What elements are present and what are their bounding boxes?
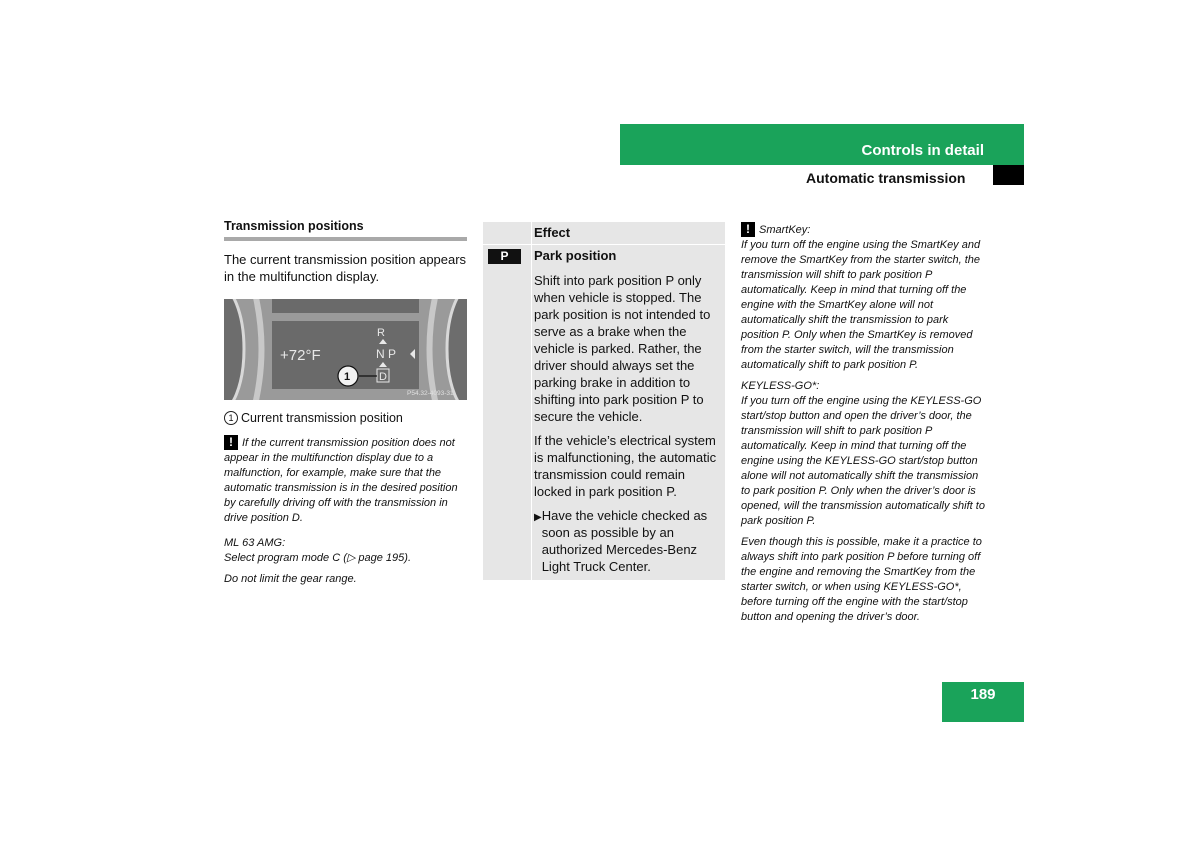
gear-np-label: N P [376,347,397,361]
figure-code: P54.32-4093-31 [407,390,454,397]
instrument-cluster-image [224,299,467,400]
callout-number: 1 [344,371,351,383]
warning-text: If the current transmission position does not appear in the multifunction display due to a malfunction, for example, make sure that the automatic transmission is in the desired position by carefully driving off with the transmission in drive position D. [224,437,458,524]
gear-d-label: D [379,371,387,383]
intro-text: The current transmission position appears in the multifunction display. [224,252,467,284]
section-title: Controls in detail [861,142,984,159]
amg-note [224,536,467,566]
amg-title: ML 63 AMG: [224,537,286,549]
smartkey-title: SmartKey: [759,224,811,236]
caption-callout-icon: 1 [224,411,238,425]
smartkey-heading [741,222,986,238]
park-position-title: Park position [534,248,617,263]
subsection-title: Automatic transmission [806,170,966,186]
left-column [224,219,467,587]
table-header-effect: Effect [534,225,571,240]
caption-text: Current transmission position [241,411,403,425]
position-table [483,222,725,580]
table-effect-cell [534,247,722,575]
bullet-text: Have the vehicle checked as soon as possible by an authorized Mercedes-Benz Light Truck Center. [541,508,708,574]
temp-readout: +72°F [280,347,321,364]
action-bullet [534,507,722,575]
right-column [741,222,986,631]
section-header-bar [620,124,1024,165]
warning-icon: ! [741,222,755,237]
warning-icon: ! [224,435,238,450]
keylessgo-title: KEYLESS-GO*: [741,380,820,392]
figure-caption [224,411,467,425]
section-heading: Transmission positions [224,219,467,241]
malfunction-text: If the vehicle’s electrical system is malfunctioning, the automatic transmission could remain locked in park position P. [534,433,717,499]
park-position-text: Shift into park position P only when vehicle is stopped. The park position is not intended to serve as a brake when the vehicle is parked. Rather, the driver should always set the parking brake in addition to shifting into park position P to secure the vehicle. [534,273,711,424]
amg-limit-note: Do not limit the gear range. [224,573,357,585]
page-number: 189 [942,682,1024,722]
bullet-arrow-icon: ▶ [534,512,542,523]
park-position-badge: P [488,249,521,264]
advice-text: Even though this is possible, make it a practice to always shift into park position P before turning off the engine and removing the SmartKey from the starter switch, or when using KEYLESS-GO*, before turning off the engine with the start/stop button and opening the driver’s door. [741,536,982,623]
header-marker [993,165,1024,185]
amg-text: Select program mode C (▷ page 195). [224,552,411,564]
warning-note [224,435,467,526]
keylessgo-text: If you turn off the engine using the KEYLESS-GO start/stop button and open the driver’s door, the transmission will shift to park position P automatically. Keep in mind that turning off the engine using the KEYLESS-GO start/stop button alone will not automatically shift the transmission to park position P. Only when the driver’s door is opened, will the transmission automatically shift to park position P. [741,395,985,527]
gear-r-label: R [377,327,385,339]
smartkey-text: If you turn off the engine using the SmartKey and remove the SmartKey from the starter switch, the transmission will shift to park position P automatically. Keep in mind that turning off the engine with the SmartKey alone will not automatically shift the transmission to park position P. Only when the SmartKey is removed from the starter switch, will the transmission automatically shift to park position P. [741,239,981,371]
